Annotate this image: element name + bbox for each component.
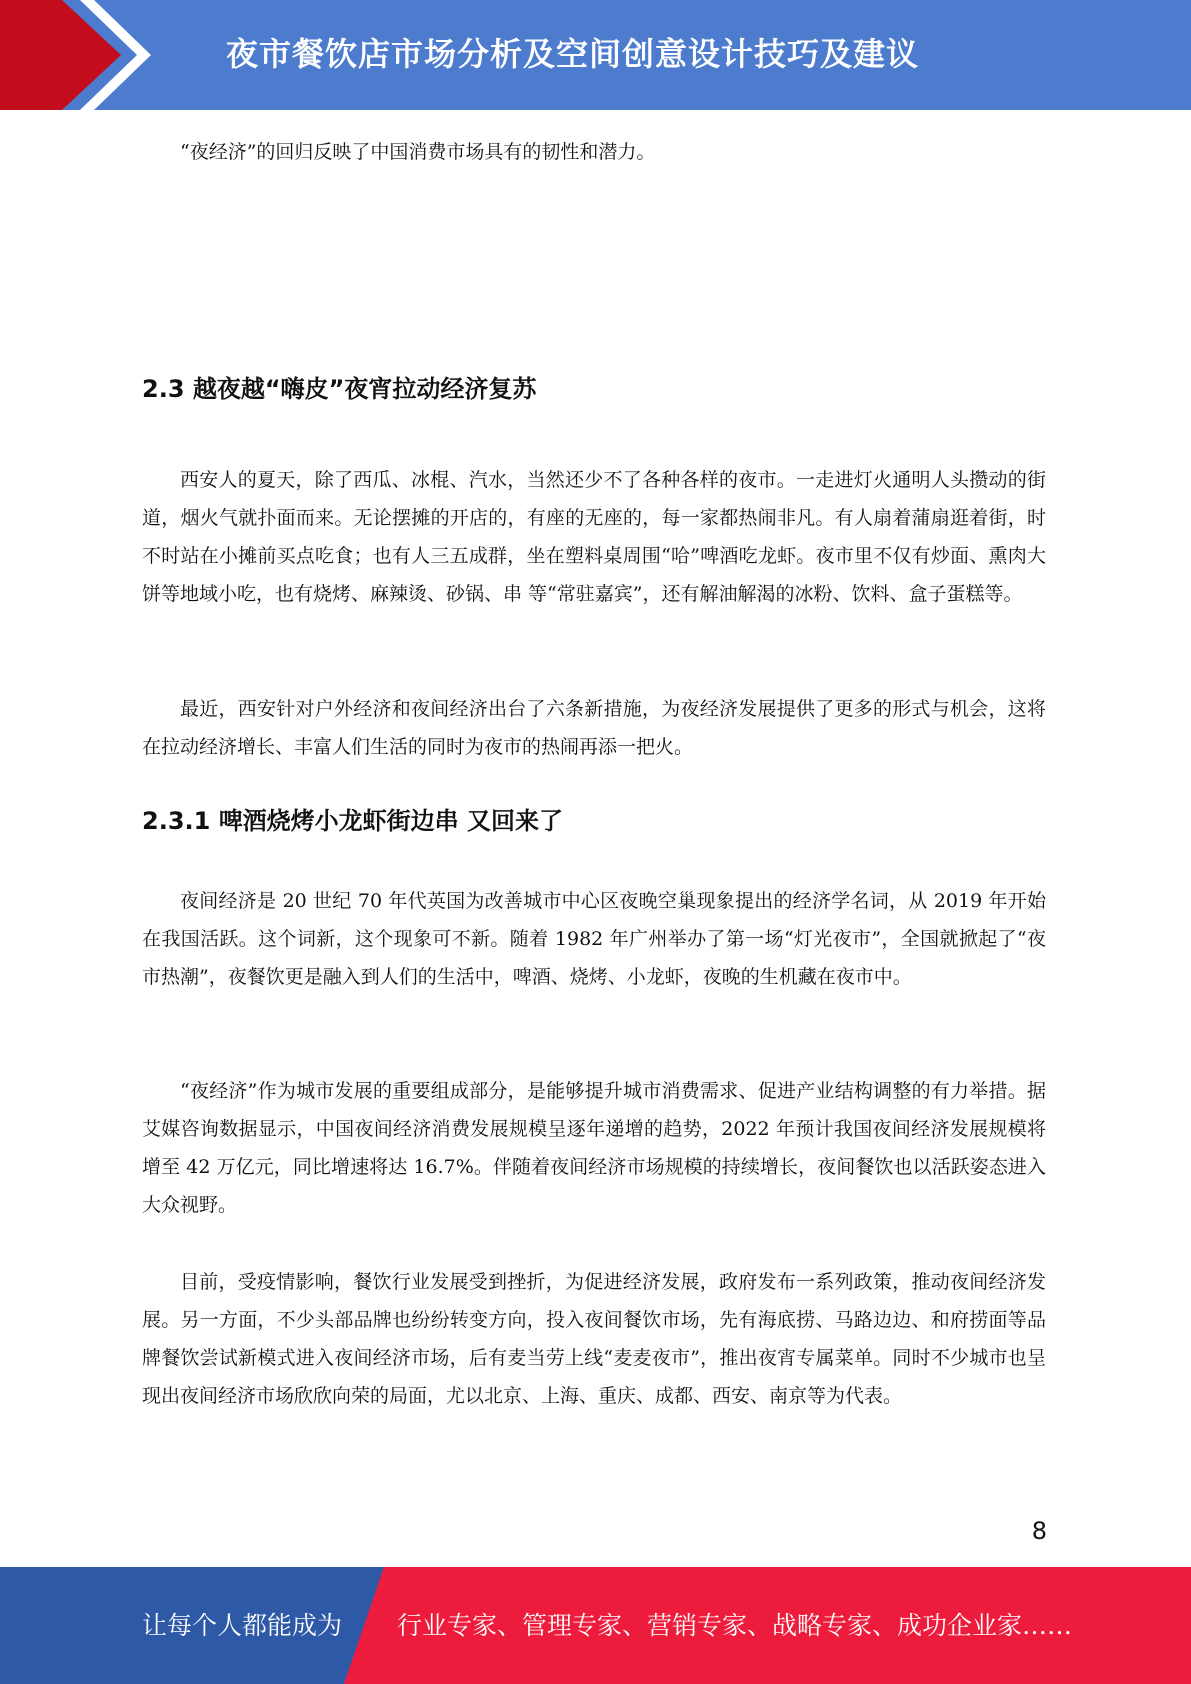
section-heading-2-3-1: 2.3.1 啤酒烧烤小龙虾街边串 又回来了	[142, 807, 564, 835]
page-number: 8	[1031, 1517, 1047, 1545]
document-title: 夜市餐饮店市场分析及空间创意设计技巧及建议	[226, 35, 920, 73]
section-2-3-1-paragraph-1-block	[142, 882, 1046, 996]
page-header	[0, 0, 1191, 110]
section-2-3-1-paragraph-3-block	[142, 1263, 1046, 1415]
intro-block	[142, 133, 1046, 171]
section-2-3-1-paragraph-2: “夜经济”作为城市发展的重要组成部分，是能够提升城市消费需求、促进产业结构调整的有力举措。据艾媒咨询数据显示，中国夜间经济消费发展规模呈逐年递增的趋势，2022 年预计我国夜间经济发展规模将增至 42 万亿元，同比增速将达 16.7%。伴随着夜间经济市场规模的持续增长，夜间餐饮也以活跃姿态进入大众视野。	[142, 1080, 1046, 1216]
header-arrow-decoration	[0, 0, 160, 110]
footer-slogan-left: 让每个人都能成为	[142, 1611, 343, 1640]
footer-slogan-right: 行业专家、管理专家、营销专家、战略专家、成功企业家……	[397, 1611, 1073, 1640]
section-2-3-1-heading-block	[142, 801, 1046, 841]
section-2-3-1-paragraph-1: 夜间经济是 20 世纪 70 年代英国为改善城市中心区夜晚空巢现象提出的经济学名词，从 2019 年开始在我国活跃。这个词新，这个现象可不新。随着 1982 年广州举办了第一场“灯光夜市”，全国就掀起了“夜市热潮”，夜餐饮更是融入到人们的生活中，啤酒、烧烤、小龙虾，夜晚的生机藏在夜市中。	[142, 890, 1046, 988]
section-2-3-paragraph-2: 最近，西安针对户外经济和夜间经济出台了六条新措施，为夜经济发展提供了更多的形式与机会，这将在拉动经济增长、丰富人们生活的同时为夜市的热闹再添一把火。	[142, 698, 1046, 758]
section-2-3-1-paragraph-3: 目前，受疫情影响，餐饮行业发展受到挫折，为促进经济发展，政府发布一系列政策，推动夜间经济发展。另一方面，不少头部品牌也纷纷转变方向，投入夜间餐饮市场，先有海底捞、马路边边、和府捞面等品牌餐饮尝试新模式进入夜间经济市场，后有麦当劳上线“麦麦夜市”，推出夜宵专属菜单。同时不少城市也呈现出夜间经济市场欣欣向荣的局面，尤以北京、上海、重庆、成都、西安、南京等为代表。	[142, 1271, 1046, 1407]
intro-paragraph: “夜经济”的回归反映了中国消费市场具有的韧性和潜力。	[180, 141, 656, 163]
section-heading-2-3: 2.3 越夜越“嗨皮”夜宵拉动经济复苏	[142, 375, 537, 403]
section-2-3-1-paragraph-2-block	[142, 1072, 1046, 1224]
section-2-3-paragraph-2-block	[142, 690, 1046, 766]
section-2-3-paragraph-1: 西安人的夏天，除了西瓜、冰棍、汽水，当然还少不了各种各样的夜市。一走进灯火通明人头攒动的街道，烟火气就扑面而来。无论摆摊的开店的，有座的无座的，每一家都热闹非凡。有人扇着蒲扇逛着街，时不时站在小摊前买点吃食；也有人三五成群，坐在塑料桌周围“哈”啤酒吃龙虾。夜市里不仅有炒面、熏肉大饼等地域小吃，也有烧烤、麻辣烫、砂锅、串 等“常驻嘉宾”，还有解油解渴的冰粉、饮料、盒子蛋糕等。	[142, 469, 1046, 605]
section-2-3-paragraph-1-block	[142, 461, 1046, 613]
section-2-3-heading-block	[142, 369, 1046, 409]
page-footer	[0, 1567, 1191, 1684]
